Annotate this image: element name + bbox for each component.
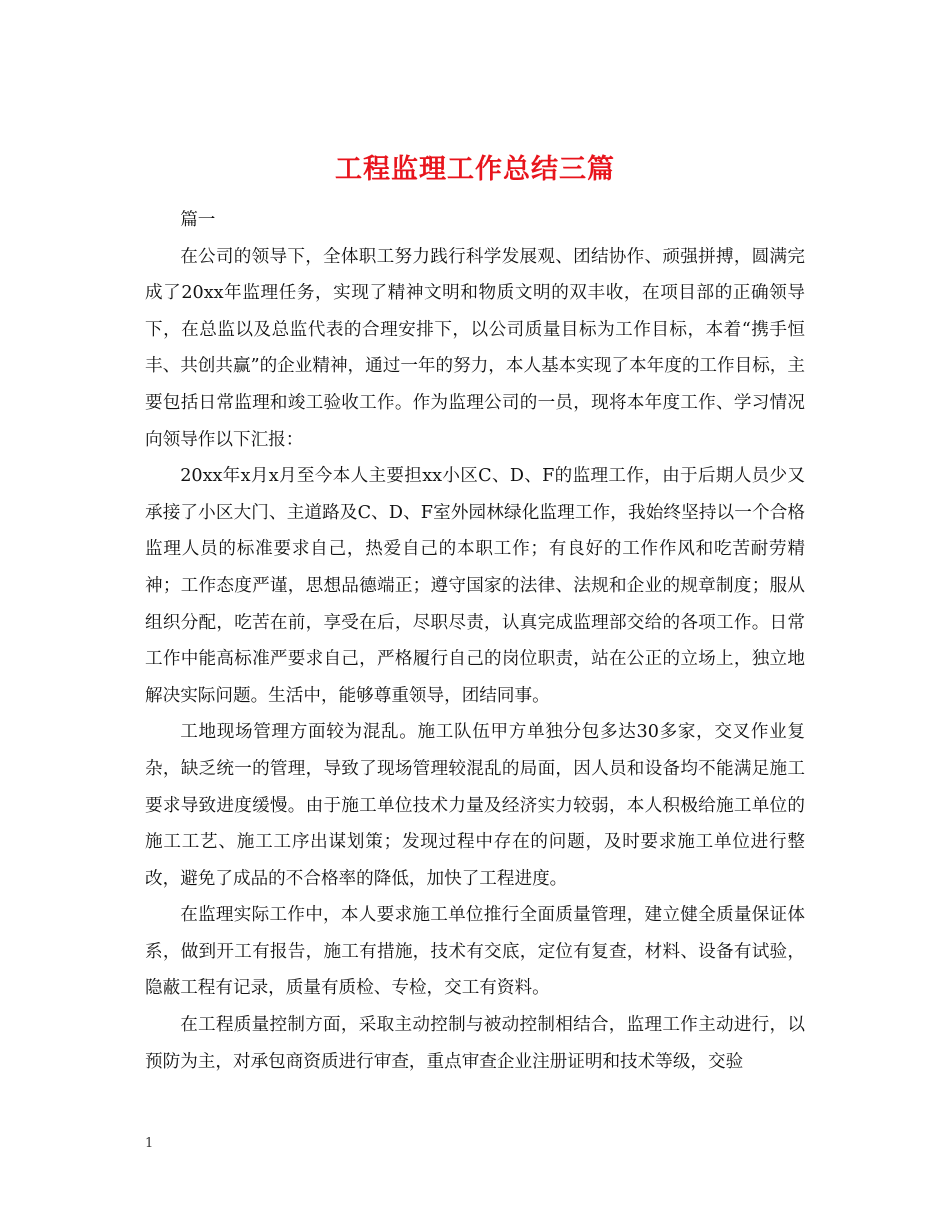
document-body <box>145 202 805 1080</box>
page-number: 1 <box>145 1136 154 1151</box>
paragraph: 在公司的领导下，全体职工努力践行科学发展观、团结协作、顽强拼搏，圆满完成了20xx年监理任务，实现了精神文明和物质文明的双丰收，在项目部的正确领导下，在总监以及总监代表的合理安排下，以公司质量目标为工作目标，本着“携手恒丰、共创共赢”的企业精神，通过一年的努力，本人基本实现了本年度的工作目标，主要包括日常监理和竣工验收工作。作为监理公司的一员，现将本年度工作、学习情况向领导作以下汇报： <box>145 246 805 450</box>
paragraph-section-heading: 篇一 <box>180 210 216 230</box>
document-title: 工程监理工作总结三篇 <box>335 154 615 186</box>
paragraph: 工地现场管理方面较为混乱。施工队伍甲方单独分包多达30多家，交叉作业复杂，缺乏统一的管理，导致了现场管理较混乱的局面，因人员和设备均不能满足施工要求导致进度缓慢。由于施工单位技术力量及经济实力较弱，本人积极给施工单位的施工工艺、施工工序出谋划策；发现过程中存在的问题，及时要求施工单位进行整改，避免了成品的不合格率的降低，加快了工程进度。 <box>145 722 805 889</box>
paragraph: 20xx年x月x月至今本人主要担xx小区C、D、F的监理工作，由于后期人员少又承接了小区大门、主道路及C、D、F室外园林绿化监理工作，我始终坚持以一个合格监理人员的标准要求自己，热爱自己的本职工作；有良好的工作作风和吃苦耐劳精神；工作态度严谨，思想品德端正；遵守国家的法律、法规和企业的规章制度；服从组织分配，吃苦在前，享受在后，尽职尽责，认真完成监理部交给的各项工作。日常工作中能高标准严要求自己，严格履行自己的岗位职责，站在公正的立场上，独立地解决实际问题。生活中，能够尊重领导，团结同事。 <box>145 466 805 706</box>
paragraph: 在监理实际工作中，本人要求施工单位推行全面质量管理，建立健全质量保证体系，做到开工有报告，施工有措施，技术有交底，定位有复查，材料、设备有试验，隐蔽工程有记录，质量有质检、专检，交工有资料。 <box>145 905 805 999</box>
paragraph: 在工程质量控制方面，采取主动控制与被动控制相结合，监理工作主动进行，以预防为主，对承包商资质进行审查，重点审查企业注册证明和技术等级，交验 <box>145 1015 805 1072</box>
